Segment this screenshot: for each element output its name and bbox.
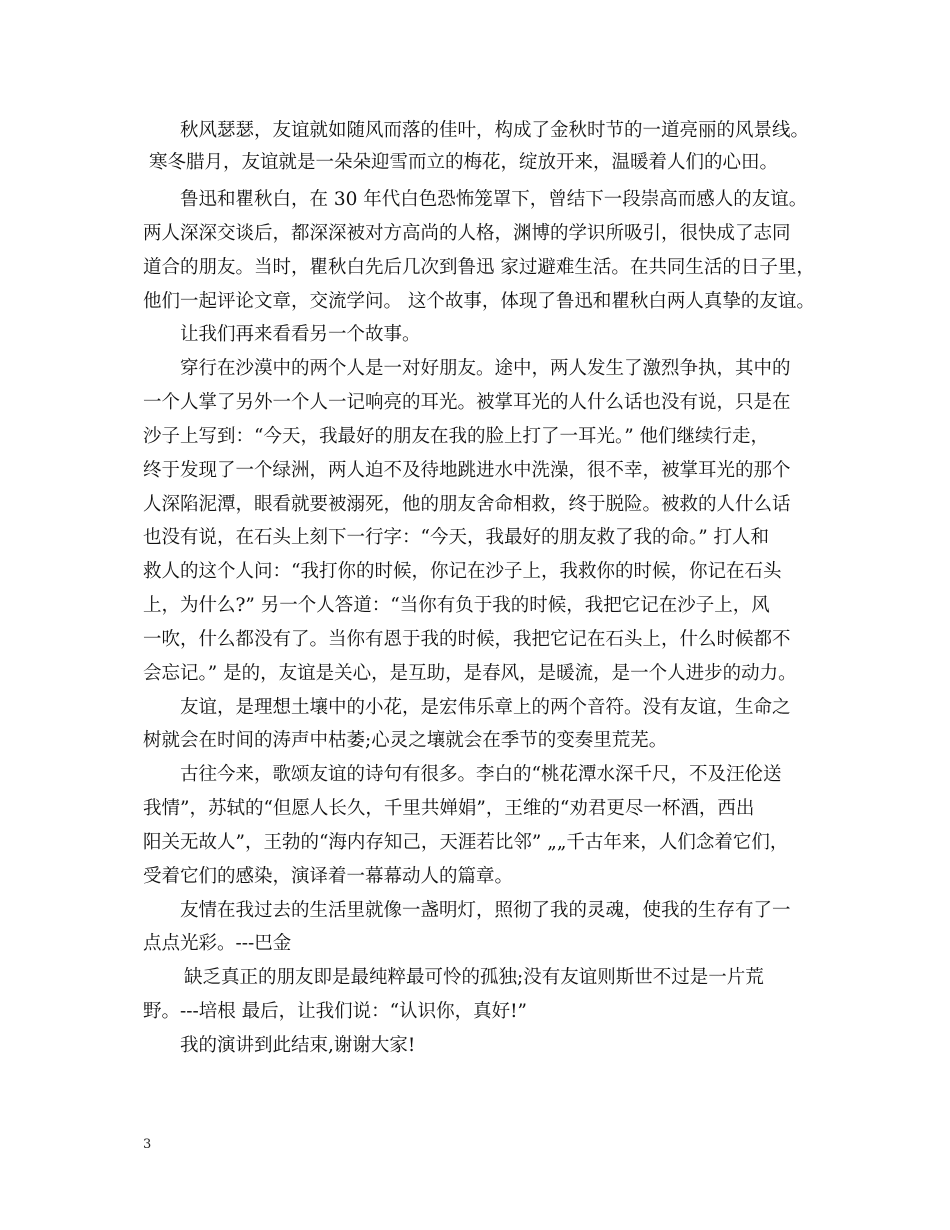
text-line: 友情在我过去的生活里就像一盏明灯，照彻了我的灵魂，使我的生存有了一 xyxy=(180,900,791,921)
text-line: 我的演讲到此结束,谢谢大家! xyxy=(180,1035,416,1056)
text-line: 缺乏真正的朋友即是最纯粹最可怜的孤独;没有友谊则斯世不过是一片荒 xyxy=(184,967,764,988)
text-line: 上，为什么?” 另一个人答道：“当你有负于我的时候，我把它记在沙子上，风 xyxy=(143,595,770,616)
text-line: 点点光彩。---巴金 xyxy=(143,933,292,954)
text-line: 他们一起评论文章，交流学问。 这个故事，体现了鲁迅和瞿秋白两人真挚的友谊。 xyxy=(143,291,815,312)
text-line: 野。---培根 最后，让我们说：“认识你，真好!” xyxy=(143,1001,527,1022)
text-line: 古往今来，歌颂友谊的诗句有很多。李白的“桃花潭水深千尺，不及汪伦送 xyxy=(180,764,782,785)
text-line: 穿行在沙漠中的两个人是一对好朋友。途中，两人发生了激烈争执，其中的 xyxy=(180,358,791,379)
text-line: 会忘记。” 是的，友谊是关心，是互助，是春风，是暖流，是一个人进步的动力。 xyxy=(143,663,797,684)
text-line: 受着它们的感染，演译着一幕幕动人的篇章。 xyxy=(143,866,514,887)
text-line: 人深陷泥潭，眼看就要被溺死，他的朋友舍命相救，终于脱险。被救的人什么话 xyxy=(143,494,791,515)
text-line: 两人深深交谈后，都深深被对方高尚的人格，渊博的学识所吸引，很快成了志同 xyxy=(143,223,791,244)
text-line: 阳关无故人”，王勃的“海内存知己，天涯若比邻” „„千古年来，人们念着它们， xyxy=(143,832,789,853)
text-line: 寒冬腊月，友谊就是一朵朵迎雪而立的梅花，绽放开来，温暖着人们的心田。 xyxy=(149,152,779,173)
text-line: 鲁迅和瞿秋白，在 30 年代白色恐怖笼罩下，曾结下一段崇高而感人的友谊。 xyxy=(180,189,808,210)
text-line: 也没有说，在石头上刻下一行字：“今天，我最好的朋友救了我的命。” 打人和 xyxy=(143,527,770,548)
text-line: 让我们再来看看另一个故事。 xyxy=(180,324,421,345)
text-line: 终于发现了一个绿洲，两人迫不及待地跳进水中洗澡，很不幸，被掌耳光的那个 xyxy=(143,460,791,481)
text-line: 友谊，是理想土壤中的小花，是宏伟乐章上的两个音符。没有友谊，生命之 xyxy=(180,697,791,718)
page-number: 3 xyxy=(143,1137,152,1152)
text-line: 树就会在时间的涛声中枯萎;心灵之壤就会在季节的变奏里荒芜。 xyxy=(143,730,668,751)
text-line: 秋风瑟瑟，友谊就如随风而落的佳叶，构成了金秋时节的一道亮丽的风景线。 xyxy=(180,120,810,141)
text-line: 我情”，苏轼的“但愿人长久，千里共婵娟”，王维的“劝君更尽一杯酒，西出 xyxy=(143,798,755,819)
text-line: 沙子上写到：“今天，我最好的朋友在我的脸上打了一耳光。” 他们继续行走， xyxy=(143,426,770,447)
text-line: 一个人掌了另外一个人一记响亮的耳光。被掌耳光的人什么话也没有说，只是在 xyxy=(143,392,791,413)
text-line: 道合的朋友。当时，瞿秋白先后几次到鲁迅 家过避难生活。在共同生活的日子里， xyxy=(143,257,815,278)
text-line: 救人的这个人问：“我打你的时候，你记在沙子上，我救你的时候，你记在石头 xyxy=(143,561,782,582)
text-line: 一吹，什么都没有了。当你有恩于我的时候，我把它记在石头上，什么时候都不 xyxy=(143,629,791,650)
